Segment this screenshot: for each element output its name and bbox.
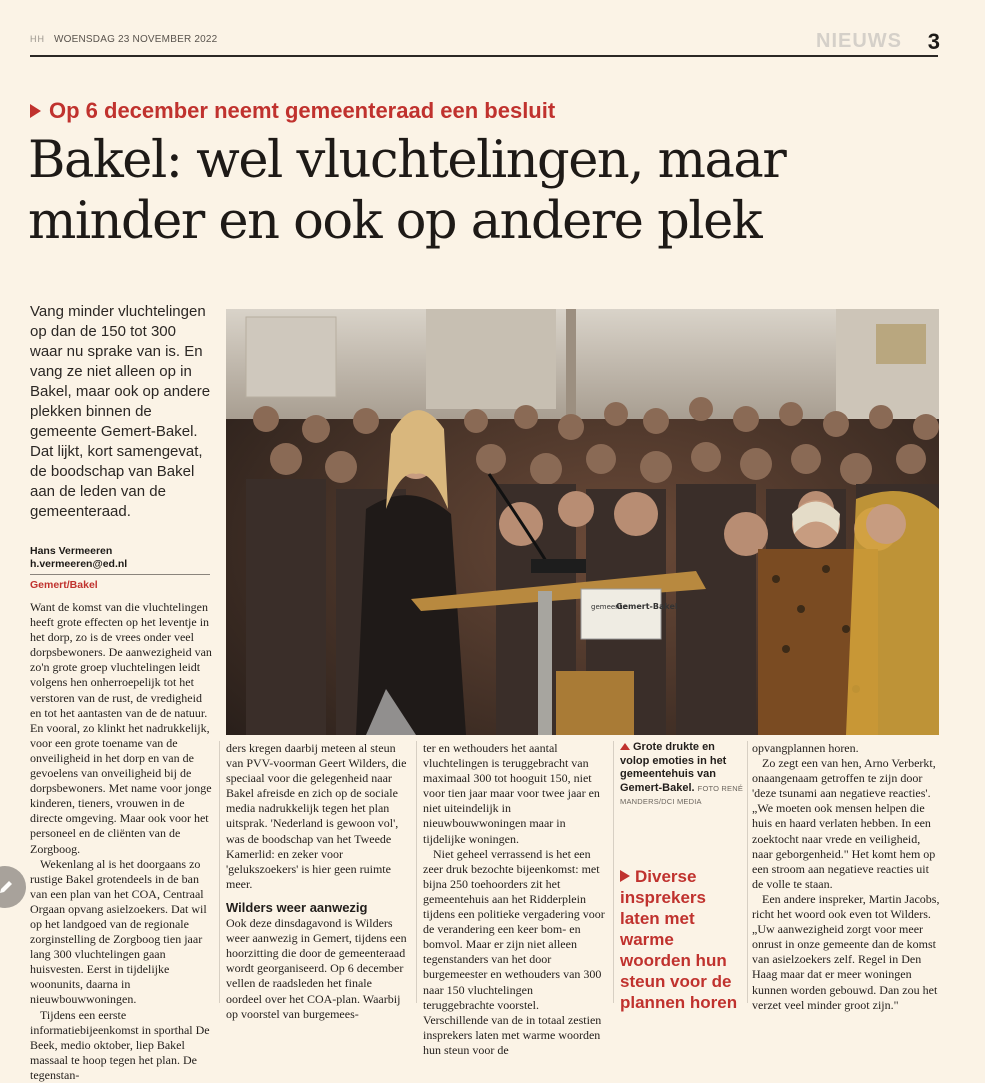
column-divider [613,741,614,1003]
article-intro: Vang minder vluchtelingen op dan de 150 tot 300 waar nu sprake van is. En vang ze niet alleen op in Bakel, maar ook op andere plekken binnen de gemeente Gemert-Bakel. Dat lijkt, kort samengevat, de boodschap van Bakel aan de leden van de gemeenteraad. [30,303,211,520]
column-divider [747,741,748,1003]
paragraph: Een andere inspreker, Martin Jacobs, richt het woord ook even tot Wilders. „Uw aanwezigheid zorgt voor meer onrust in onze gemeente dan de komst van asielzoekers zelf. Regel in Den Haag maar dat er meer woningen kunnen worden gebouwd. Dan zou het verzet veel minder groot zijn." [752,891,940,1012]
pull-quote-text: Diverse insprekers laten met warme woorden hun steun voor de plannen horen [620,867,738,1012]
paragraph: Want de komst van die vluchtelingen heeft grote effecten op het leventje in het dorp, zo is de vrees onder veel dorpsbewoners. De aanwezigheid van zo'n grote groep vluchtelingen leidt volgens hen onherroepelijk tot het verstoren van de rust, de vredigheid en tot het aantasten van de de natuur. En vooral, zo klinkt het nadrukkelijk, voor een grote toename van de onveiligheid in het dorp en van de gevoelens van onveiligheid bij de dorpsbewoners. Met name voor jonge kinderen, tieners, vrouwen in de directe omgeving. Maar ook voor het personeel en de cliënten van de Zorgboog. [30,600,212,856]
dateline: Gemert/Bakel [30,579,98,591]
paragraph: Ook deze dinsdagavond is Wilders weer aanwezig in Gemert, tijdens een hoorzitting die door de gemeenteraad wordt georganiseerd. Op 6 december vellen de raadsleden het finale oordeel over het COA-plan. Waarbij op voorstel van burgemees- [226,916,407,1021]
lectern-sign-left-text: gemeente [591,603,627,611]
paper-mark: HH [30,34,45,44]
kicker-text: Op 6 december neemt gemeenteraad een besluit [49,98,556,123]
article-column-2 [226,741,410,1022]
caption-marker-icon [620,743,630,750]
author-email: h.vermeeren@ed.nl [30,558,128,570]
article-column-5 [752,741,942,1013]
council-meeting-photo [226,309,939,735]
column-divider [416,741,417,1003]
issue-date: WOENSDAG 23 NOVEMBER 2022 [54,34,218,45]
paragraph: Zo zegt een van hen, Arno Verberkt, onaangenaam getroffen te zijn door 'deze tsunami aan negatieve reacties'. „We moeten ook mensen helpen die huis en haard verlaten hebben. In een zoektocht naar vrede en veiligheid, naar geborgenheid." Het komt hem op een stroom aan negatieve reacties uit de volle te staan. [752,756,936,891]
byline-rule [30,574,210,575]
paragraph: Tijdens een eerste informatiebijeenkomst in sporthal De Beek, medio oktober, liep Bakel massaal te hoop tegen het plan. De tegenstan- [30,1007,210,1082]
pull-quote [620,866,748,1013]
page-header [30,29,950,54]
photo-caption-block [620,741,744,809]
kicker [30,98,555,124]
paragraph: ter en wethouders het aantal vluchtelingen is teruggebracht van maximaal 300 tot hooguit 150, niet voor tien jaar maar voor twee jaar en niet uiteindelijk in nieuwbouwwoningen maar in tijdelijke woningen. [423,741,600,846]
header-rule [30,55,938,57]
triangle-marker-icon [30,104,41,118]
headline: Bakel: wel vluchtelingen, maar minder en ook op andere plek [28,131,786,251]
photo-credit: FOTO RENÉ MANDERS/DCI MEDIA [620,783,744,806]
paragraph: opvangplannen horen. [752,741,859,755]
article-photo [226,309,939,735]
photo-caption [620,741,744,809]
lectern-sign-right-text: Gemert-Bakel [616,602,678,611]
byline [30,545,210,592]
pencil-icon [0,878,15,896]
pull-quote-marker-icon [620,870,630,882]
caption-text: Grote drukte en volop emoties in het gemeentehuis van Gemert-Bakel. [620,741,727,794]
article-column-3 [423,741,607,1058]
paragraph: ders kregen daarbij meteen al steun van PVV-voorman Geert Wilders, die speciaal voor die gelegenheid naar Bakel afreisde en zich op de sociale media nadrukkelijk tegen het plan uitsprak. 'Nederland is gewoon vol', was de boodschap van het Tweede Kamerlid: en zeker voor 'gelukszoekers' is hier geen ruimte meer. [226,741,407,891]
page-number: 3 [927,29,940,54]
column-divider [219,741,220,1003]
paragraph: Niet geheel verrassend is het een zeer druk bezochte bijeenkomst: met bijna 250 toehoorders zit het gemeentehuis aan het Ridderplein tijdens een politieke vergadering voor de verandering een keer bom- en bomvol. Maar er zijn niet alleen tegenstanders van het door burgemeester en wethouders van 300 naar 150 vluchtelingen teruggebrachte voorstel. Verschillende van de in totaal zestien insprekers laten met warme woorden hun steun voor de [423,846,605,1057]
paragraph: Wekenlang al is het doorgaans zo rustige Bakel grotendeels in de ban van een plan van het COA, Centraal Orgaan opvang asielzoekers. Dat wil op het landgoed van de regionale zorginstelling de Zorgboog tien jaar lang 300 vluchtelingen gaan huisvesten. Eerst in tijdelijke woonunits, daarna in nieuwbouwwoningen. [30,856,207,1007]
edit-pencil-button[interactable] [0,866,26,908]
author-name: Hans Vermeeren [30,545,113,557]
section-label: NIEUWS [816,30,902,52]
subhead: Wilders weer aanwezig [226,899,368,915]
article-column-1 [30,600,216,1083]
